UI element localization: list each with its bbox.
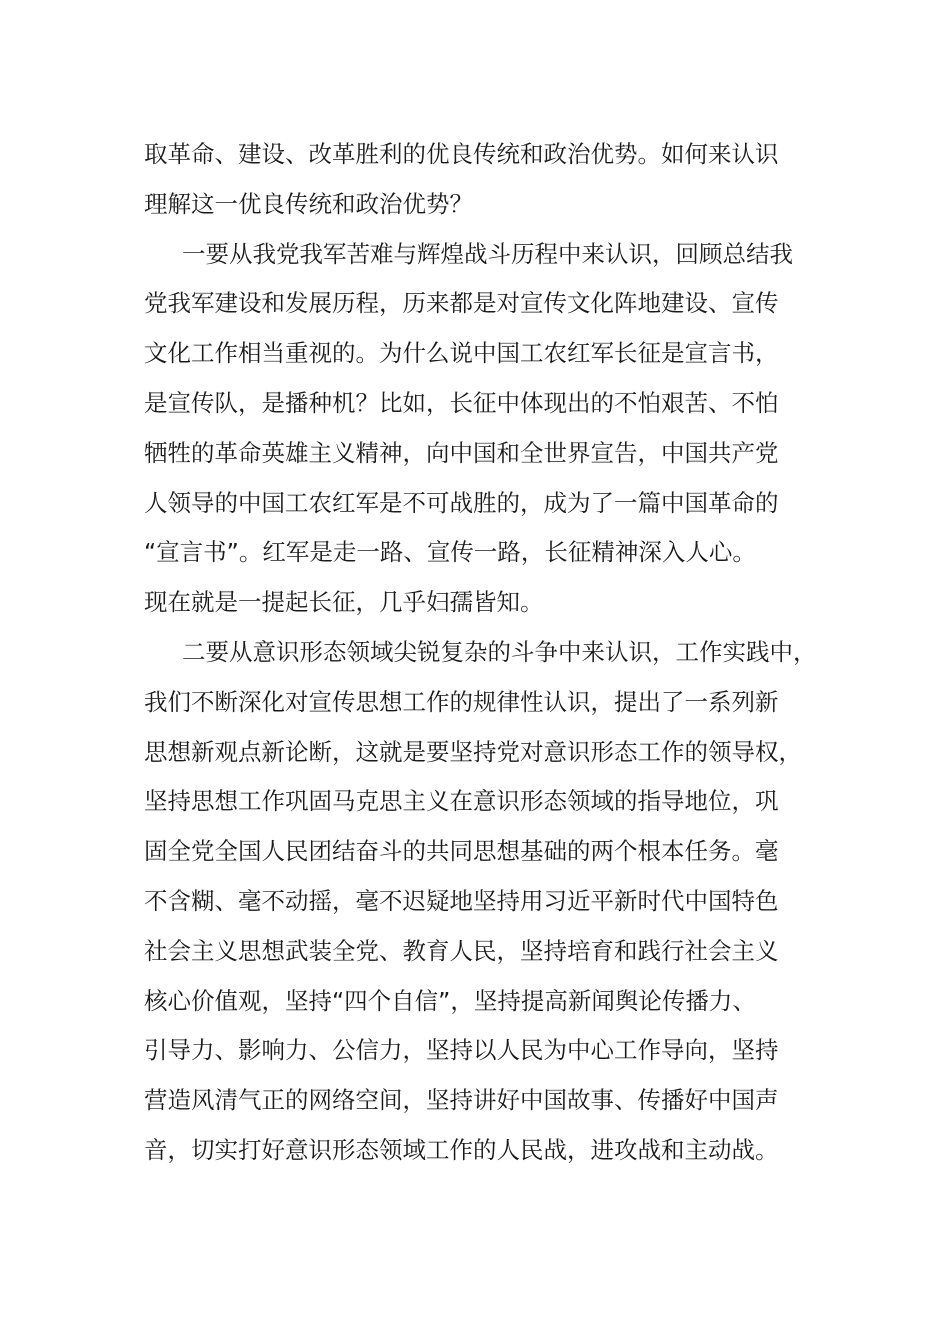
text-line: 取革命、建设、改革胜利的优良传统和政治优势。如何来认识: [144, 140, 779, 168]
text-line: 思想新观点新论断，这就是要坚持党对意识形态工作的领导权，: [144, 737, 802, 766]
text-line: 营造风清气正的网络空间，坚持讲好中国故事、传播好中国声: [144, 1086, 779, 1115]
text-line: 牺牲的革命英雄主义精神，向中国和全世界宣告，中国共产党: [144, 438, 779, 467]
text-line: 不含糊、毫不动摇，毫不迟疑地坚持用习近平新时代中国特色: [144, 886, 779, 915]
text-line: 理解这一优良传统和政治优势？: [144, 189, 473, 218]
text-line: 人领导的中国工农红军是不可战胜的，成为了一篇中国革命的: [144, 488, 779, 517]
text-line: 文化工作相当重视的。为什么说中国工农红军长征是宣言书，: [144, 339, 779, 368]
text-line: 引导力、影响力、公信力，坚持以人民为中心工作导向，坚持: [144, 1036, 779, 1065]
text-line: 党我军建设和发展历程，历来都是对宣传文化阵地建设、宣传: [144, 289, 779, 318]
paragraph-start-line: 一要从我党我军苦难与辉煌战斗历程中来认识，回顾总结我: [182, 239, 793, 268]
text-line: 固全党全国人民团结奋斗的共同思想基础的两个根本任务。毫: [144, 837, 779, 866]
text-line: 音，切实打好意识形态领域工作的人民战，进攻战和主动战。: [144, 1135, 779, 1164]
text-line: 是宣传队，是播种机？比如，长征中体现出的不怕艰苦、不怕: [144, 388, 779, 417]
text-line: “宣言书”。红军是走一路、宣传一路，长征精神深入人心。: [144, 538, 756, 567]
text-line: 社会主义思想武装全党、教育人民，坚持培育和践行社会主义: [144, 936, 779, 965]
text-line: 现在就是一提起长征，几乎妇孺皆知。: [144, 588, 544, 617]
text-line: 坚持思想工作巩固马克思主义在意识形态领域的指导地位，巩: [144, 787, 779, 816]
text-line: 核心价值观，坚持“四个自信”，坚持提高新闻舆论传播力、: [144, 986, 756, 1015]
body-text: [144, 130, 824, 1176]
paragraph-start-line: 二要从意识形态领域尖锐复杂的斗争中来认识，工作实践中，: [182, 637, 817, 666]
text-line: 我们不断深化对宣传思想工作的规律性认识，提出了一系列新: [144, 687, 779, 716]
